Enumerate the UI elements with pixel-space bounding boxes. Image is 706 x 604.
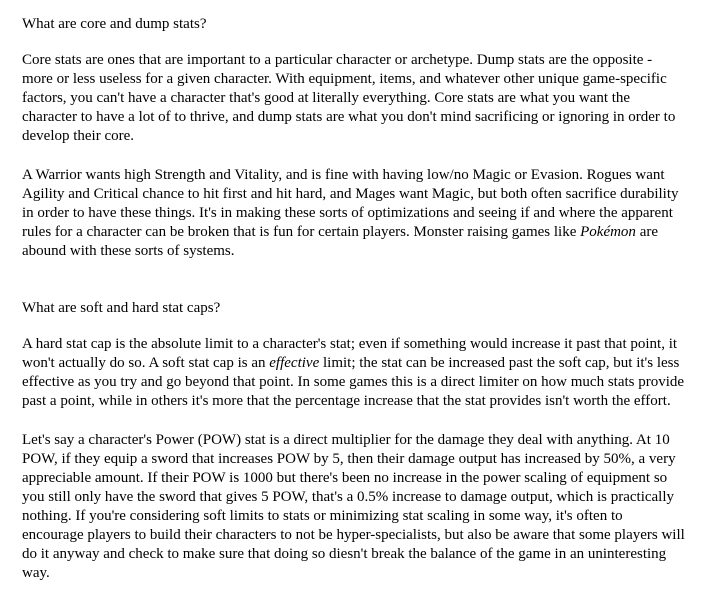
paragraph-text: are abound with these sorts of systems. (22, 224, 658, 259)
paragraph-text: A Warrior wants high Strength and Vitality, and is fine with having low/no Magic or Evasion. Rogues want Agility and Critical chance to hit first and hit hard, and Mages want Magic, but both often sacrifice durability in order to have these things. It's in making these sorts of optimizations and seeing if and where the apparent rules for a character can be broken that is fun for certain players. Monster raising games like (22, 167, 679, 240)
paragraph-core-dump-definition: Core stats are ones that are important to a particular character or archetype. Dump stats are the opposite - more or less useless for a given character. With equipment, items, and whatever other unique game-specific factors, you can't have a character that's good at literally everything. Core stats are what you want the character to have a lot of to thrive, and dump stats are what you don't mind sacrificing or ignoring in order to develop their core. (22, 52, 676, 144)
section-spacer (22, 281, 686, 299)
section-heading-stat-caps: What are soft and hard stat caps? (22, 300, 221, 316)
section-heading-core-dump: What are core and dump stats? (22, 16, 207, 32)
paragraph-text: limit; the stat can be increased past the soft cap, but it's less effective as you try and go beyond that point. In some games this is a direct limiter on how much stats provide past a point, while in others it's more that the percentage increase that the stat provides isn't worth the effort. (22, 355, 685, 409)
emphasis-effective: effective (269, 355, 320, 371)
paragraph-text: A hard stat cap is the absolute limit to a character's stat; even if something would increase it past that point, it won't actually do so. A soft stat cap is an (22, 336, 678, 371)
game-title-pokemon: Pokémon (580, 224, 636, 240)
paragraph-stat-caps-example: Let's say a character's Power (POW) stat is a direct multiplier for the damage they deal with anything. At 10 POW, if they equip a sword that increases POW by 5, then their damage output has increased by 50%, a very appreciable amount. If their POW is 1000 but there's been no increase in the power scaling of equipment so you still only have the sword that gives 5 POW, that's a 0.5% increase to damage output, which is practically nothing. If you're considering soft limits to stats or minimizing stat scaling in some way, it's often to encourage players to build their characters to not be hyper-specialists, but also be aware that some players will do it anyway and check to make sure that doing so diesn't break the balance of the game in an uninteresting way. (22, 432, 685, 581)
paragraph-stat-caps-definition (22, 335, 686, 411)
paragraph-core-dump-examples (22, 166, 686, 261)
